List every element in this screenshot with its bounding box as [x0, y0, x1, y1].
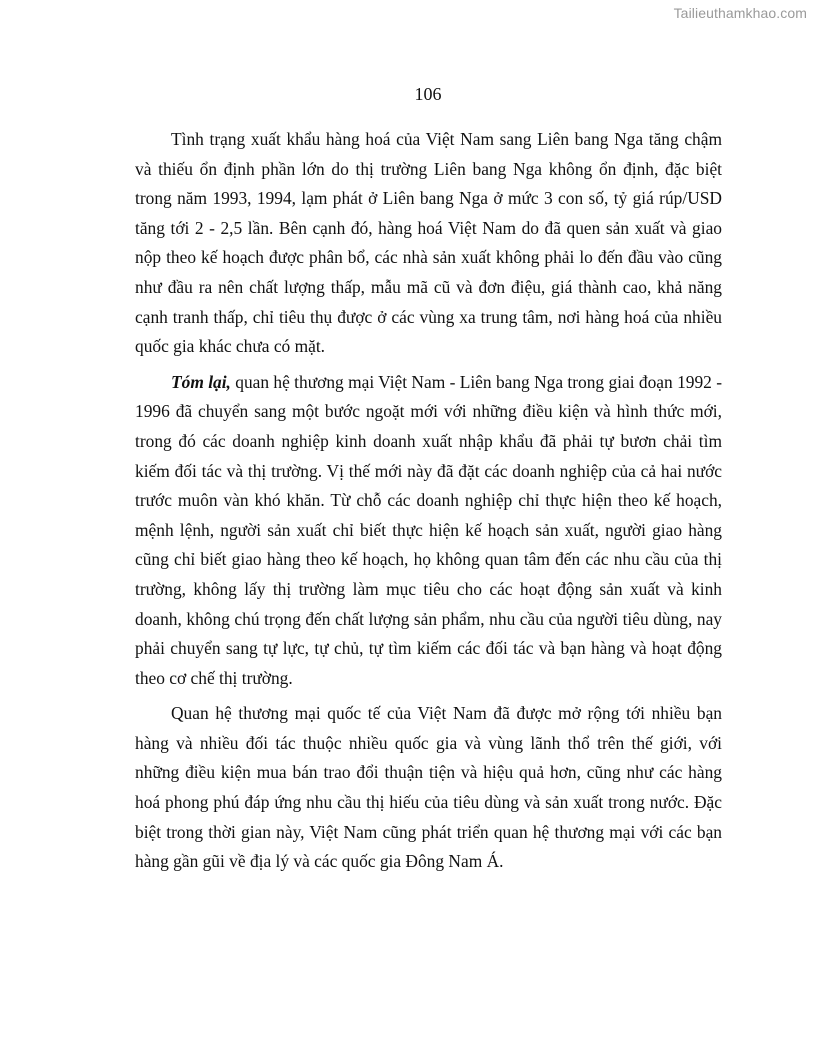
- watermark-text: Tailieuthamkhao.com: [673, 5, 807, 21]
- paragraph-2-body: quan hệ thương mại Việt Nam - Liên bang Nga trong giai đoạn 1992 - 1996 đã chuyển sang một bước ngoặt mới với những điều kiện và hình thức mới, trong đó các doanh nghiệp kinh doanh xuất nhập khẩu đã phải tự bươn chải tìm kiếm đối tác và thị trường. Vị thế mới này đã đặt các doanh nghiệp của cả hai nước trước muôn vàn khó khăn. Từ chỗ các doanh nghiệp chỉ thực hiện theo kế hoạch, mệnh lệnh, người sản xuất chỉ biết thực hiện kế hoạch sản xuất, người giao hàng cũng chỉ biết giao hàng theo kế hoạch, họ không quan tâm đến các nhu cầu của thị trường, không lấy thị trường làm mục tiêu cho các hoạt động sản xuất và kinh doanh, không chú trọng đến chất lượng sản phẩm, nhu cầu của người tiêu dùng, nay phải chuyển sang tự lực, tự chủ, tự tìm kiếm các đối tác và bạn hàng và hoạt động theo cơ chế thị trường.: [135, 371, 722, 688]
- paragraph-2: [135, 368, 722, 694]
- paragraph-3: Quan hệ thương mại quốc tế của Việt Nam đã được mở rộng tới nhiều bạn hàng và nhiều đối tác thuộc nhiều quốc gia và vùng lãnh thổ trên thế giới, với những điều kiện mua bán trao đổi thuận tiện và hiệu quả hơn, cũng như các hàng hoá phong phú đáp ứng nhu cầu thị hiếu của tiêu dùng và sản xuất trong nước. Đặc biệt trong thời gian này, Việt Nam cũng phát triển quan hệ thương mại với các bạn hàng gần gũi về địa lý và các quốc gia Đông Nam Á.: [135, 703, 722, 872]
- paragraph-2-lead: Tóm lại,: [171, 371, 231, 392]
- body-text: [135, 125, 722, 877]
- paragraph-1: Tình trạng xuất khẩu hàng hoá của Việt Nam sang Liên bang Nga tăng chậm và thiếu ổn định phần lớn do thị trường Liên bang Nga không ổn định, đặc biệt trong năm 1993, 1994, lạm phát ở Liên bang Nga ở mức 3 con số, tỷ giá rúp/USD tăng tới 2 - 2,5 lần. Bên cạnh đó, hàng hoá Việt Nam do đã quen sản xuất và giao nộp theo kế hoạch được phân bổ, các nhà sản xuất không phải lo đến đầu vào cũng như đầu ra nên chất lượng thấp, mẫu mã cũ và đơn điệu, giá thành cao, khả năng cạnh tranh thấp, chỉ tiêu thụ được ở các vùng xa trung tâm, nơi hàng hoá của nhiều quốc gia khác chưa có mặt.: [135, 129, 722, 357]
- page-number: 106: [414, 84, 442, 104]
